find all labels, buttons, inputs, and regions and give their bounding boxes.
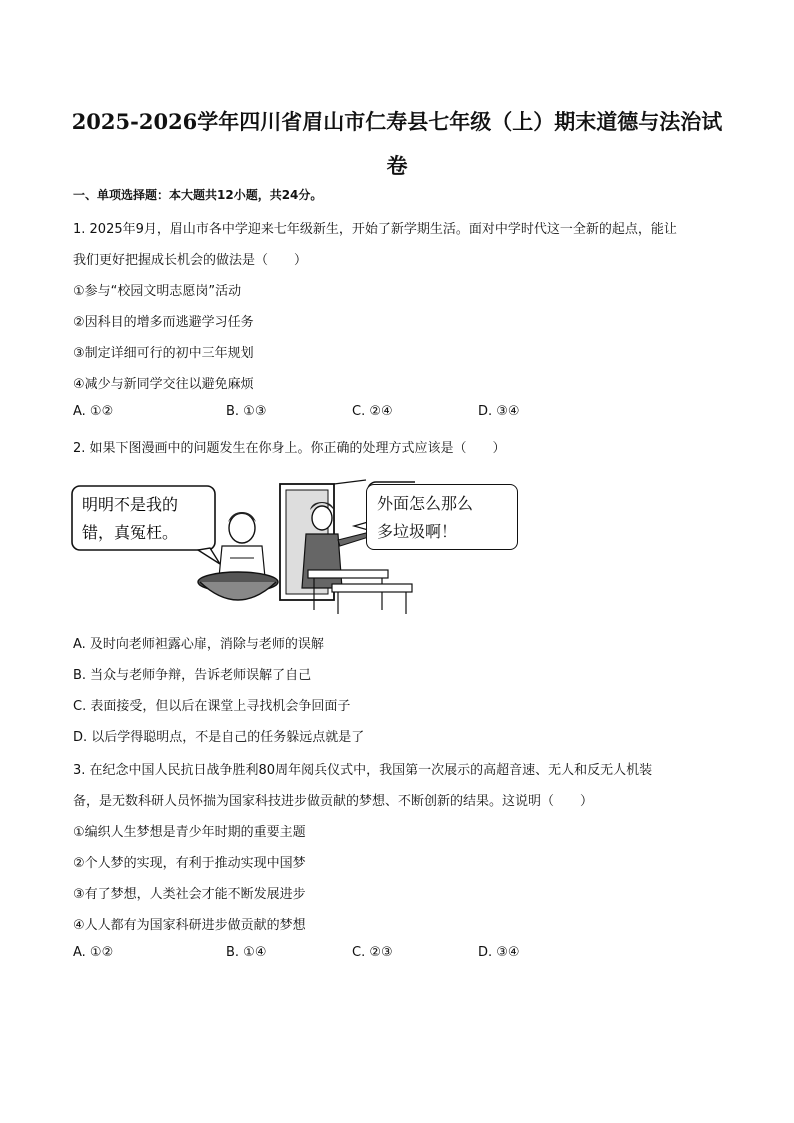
q3-item-2: ②个人梦的实现，有利于推动实现中国梦: [73, 856, 306, 871]
section-header: 一、单项选择题：本大题共12小题，共24分。: [73, 188, 323, 202]
cartoon-illustration: [70, 478, 415, 616]
student-bubble-line-1: 明明不是我的: [82, 495, 179, 514]
q2-stem: 2. 如果下图漫画中的问题发生在你身上。你正确的处理方式应该是（ ）: [73, 441, 506, 456]
q1-option-b[interactable]: B. ①③: [226, 404, 267, 419]
title-line-1: 2025-2026学年四川省眉山市仁寿县七年级（上）期末道德与法治试: [71, 109, 723, 134]
q2-option-b[interactable]: B. 当众与老师争辩，告诉老师误解了自己: [73, 668, 312, 683]
q3-stem-line-1: 3. 在纪念中国人民抗日战争胜利80周年阅兵仪式中，我国第一次展示的高超音速、无人和反无人机装: [73, 763, 653, 778]
page-title: [60, 100, 734, 188]
student-bubble-line-2: 错，真冤枉。: [82, 523, 179, 542]
q2-option-a[interactable]: A. 及时向老师袒露心扉，消除与老师的误解: [73, 637, 324, 652]
q2-option-d[interactable]: D. 以后学得聪明点，不是自己的任务躲远点就是了: [73, 730, 365, 745]
q3-option-b[interactable]: B. ①④: [226, 945, 267, 960]
q3-item-1: ①编织人生梦想是青少年时期的重要主题: [73, 825, 306, 840]
q1-item-3: ③制定详细可行的初中三年规划: [73, 346, 254, 361]
q1-option-d[interactable]: D. ③④: [478, 404, 520, 419]
title-line-2: 卷: [386, 153, 408, 178]
q1-stem-line-1: 1. 2025年9月，眉山市各中学迎来七年级新生，开始了新学期生活。面对中学时代这一全新的起点，能让: [73, 222, 677, 237]
q1-item-2: ②因科目的增多而逃避学习任务: [73, 315, 254, 330]
student-speech-bubble: [72, 486, 220, 564]
q3-stem-line-2: 备，是无数科研人员怀揣为国家科技进步做贡献的梦想、不断创新的结果。这说明（ ）: [73, 794, 594, 809]
teacher-bubble-box: [366, 484, 518, 550]
teacher-bubble-line-2: 多垃圾啊！: [377, 522, 458, 541]
q3-item-3: ③有了梦想，人类社会才能不断发展进步: [73, 887, 306, 902]
q1-option-a[interactable]: A. ①②: [73, 404, 114, 419]
teacher-bubble-line-1: 外面怎么那么: [377, 494, 474, 513]
q3-option-c[interactable]: C. ②③: [352, 945, 393, 960]
q1-option-c[interactable]: C. ②④: [352, 404, 393, 419]
q1-item-4: ④减少与新同学交往以避免麻烦: [73, 377, 254, 392]
q1-item-1: ①参与“校园文明志愿岗”活动: [73, 284, 242, 299]
q3-option-a[interactable]: A. ①②: [73, 945, 114, 960]
q3-option-d[interactable]: D. ③④: [478, 945, 520, 960]
q2-option-c[interactable]: C. 表面接受，但以后在课堂上寻找机会争回面子: [73, 699, 351, 714]
q1-stem-line-2: 我们更好把握成长机会的做法是（ ）: [73, 253, 308, 268]
q3-item-4: ④人人都有为国家科研进步做贡献的梦想: [73, 918, 306, 933]
garbage-basket: [198, 572, 278, 600]
